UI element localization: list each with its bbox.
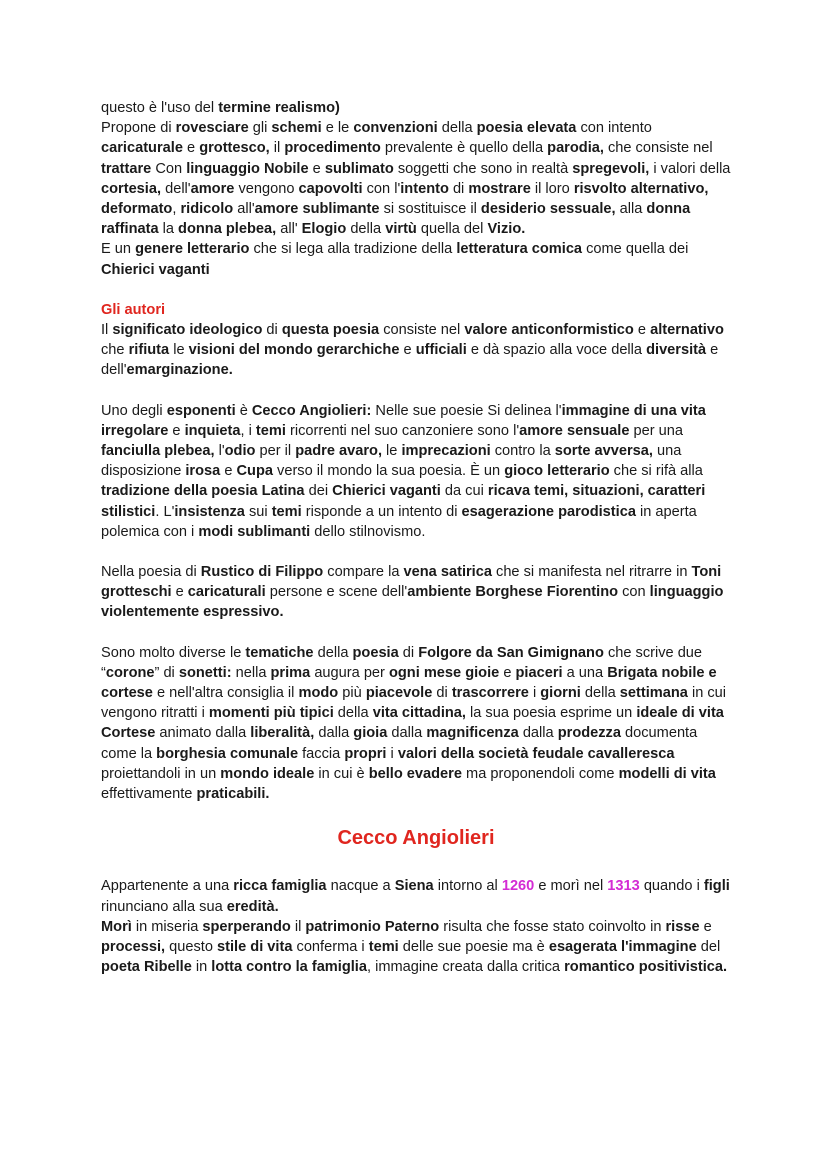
- bold-term: praticabili.: [196, 786, 270, 803]
- bold-term: vena satirica: [403, 564, 492, 581]
- bold-term: Elogio: [301, 221, 347, 238]
- bold-term: letteratura comica: [456, 241, 583, 258]
- text-run: e: [399, 342, 416, 359]
- text-run: Propone di: [101, 120, 176, 137]
- text-run: e: [699, 918, 712, 935]
- bold-term: schemi: [271, 120, 322, 137]
- bold-term: corone: [105, 664, 155, 681]
- bold-term: poesia elevata: [476, 120, 577, 137]
- bold-term: tematiche: [245, 644, 314, 661]
- text-run: intorno al: [433, 878, 502, 895]
- text-run: conferma i: [292, 938, 369, 955]
- bold-term: immagine di una vita irregolare: [101, 402, 706, 439]
- text-run: in cui vengono ritratti i: [101, 685, 727, 722]
- text-run: è: [235, 402, 252, 419]
- bold-term: modo: [298, 685, 339, 702]
- text-run: dei: [304, 483, 333, 500]
- text-run: vengono: [234, 180, 299, 197]
- bold-term: diversità: [646, 342, 707, 359]
- bold-term: magnificenza: [426, 725, 519, 742]
- text-run: all': [276, 221, 302, 238]
- text-run: l': [214, 443, 225, 460]
- paragraph-autori: [101, 320, 731, 381]
- bold-term: risvolto alternativo, deformato: [101, 180, 709, 218]
- text-run: il: [269, 140, 285, 157]
- bold-term: mondo ideale: [220, 765, 315, 782]
- bold-term: caricaturali: [187, 584, 266, 601]
- bold-term: ricca famiglia: [233, 878, 327, 895]
- text-run: le: [382, 443, 402, 460]
- text-run: e: [182, 140, 200, 157]
- text-run: dalla: [518, 725, 558, 742]
- text-run: che consiste nel: [603, 140, 713, 157]
- bold-term: grottesco,: [199, 140, 270, 157]
- bold-term: lotta contro la famiglia: [211, 959, 367, 976]
- bold-term: settimana: [619, 685, 688, 702]
- text-run: gli: [248, 120, 272, 137]
- bold-term: eredità.: [226, 898, 279, 915]
- text-run: più: [338, 685, 366, 702]
- bold-term: modi sublimanti: [198, 523, 311, 540]
- text-run: dalla: [387, 725, 427, 742]
- paragraph-rustico: [101, 562, 731, 623]
- text-run: faccia: [298, 745, 345, 762]
- text-run: prevalente è quello della: [380, 140, 548, 157]
- bold-term: cortesia,: [101, 180, 162, 197]
- heading-gli-autori: Gli autori: [101, 301, 166, 318]
- text-run: Uno degli: [101, 402, 167, 419]
- bold-term: ogni mese gioie: [388, 664, 500, 681]
- bold-term: Folgore da San Gimignano: [418, 644, 604, 661]
- bold-term: valore anticonformistico: [464, 322, 634, 339]
- text-run: ma proponendoli come: [461, 765, 619, 782]
- text-run: , i: [240, 422, 256, 439]
- text-run: le: [169, 342, 189, 359]
- text-run: augura per: [310, 664, 389, 681]
- text-run: alla: [615, 201, 647, 218]
- bold-term: sonetti:: [178, 664, 232, 681]
- text-run: della: [346, 221, 386, 238]
- text-run: che si manifesta nel ritrarre in: [491, 564, 692, 581]
- section-title-cecco-angiolieri: Cecco Angiolieri: [337, 827, 495, 850]
- text-run: la: [158, 221, 179, 238]
- bold-term: capovolti: [298, 180, 363, 197]
- bold-term: caricaturale: [101, 140, 183, 157]
- bold-term: linguaggio Nobile: [186, 160, 309, 177]
- bold-term: ideale di vita Cortese: [101, 705, 724, 742]
- text-run: in: [191, 959, 212, 976]
- bold-term: ambiente Borghese Fiorentino: [407, 584, 619, 601]
- bold-term: prodezza: [557, 725, 621, 742]
- text-run: soggetti che sono in realtà: [393, 160, 573, 177]
- text-run: Nelle sue poesie Si delinea l': [371, 402, 562, 419]
- text-run: rinunciano alla sua: [101, 898, 227, 915]
- bold-term: gioco letterario: [504, 463, 610, 480]
- text-run: delle sue poesie ma è: [398, 938, 549, 955]
- bold-term: Chierici vaganti: [332, 483, 441, 500]
- text-run: dell': [161, 180, 191, 197]
- text-run: ricorrenti nel suo canzoniere sono l': [285, 422, 520, 439]
- bold-term: Cecco Angiolieri:: [251, 402, 372, 419]
- bold-term: Chierici vaganti: [101, 261, 210, 278]
- year-highlight: 1313: [607, 878, 640, 895]
- text-run: che scrive due “: [101, 644, 703, 681]
- bold-term: termine realismo): [218, 100, 340, 116]
- bold-term: prima: [270, 664, 311, 681]
- text-run: Con: [151, 160, 187, 177]
- bold-term: linguaggio violentemente espressivo.: [101, 584, 724, 621]
- text-run: una disposizione: [101, 443, 682, 480]
- text-run: ” di: [154, 664, 179, 681]
- bold-term: irosa: [185, 463, 221, 480]
- text-run: animato dalla: [155, 725, 251, 742]
- text-run: per una: [629, 422, 683, 439]
- bold-term: Rustico di Filippo: [200, 564, 324, 581]
- bold-term: amore sublimante: [254, 201, 380, 218]
- text-run: i valori della: [649, 160, 731, 177]
- bold-term: giorni: [540, 685, 581, 702]
- text-run: documenta come la: [101, 725, 698, 762]
- bold-term: temi: [255, 422, 286, 439]
- bold-term: questa poesia: [281, 322, 380, 339]
- bold-term: Morì: [101, 918, 132, 935]
- bold-term: emarginazione.: [126, 362, 233, 379]
- text-run: consiste nel: [379, 322, 465, 339]
- bold-term: convenzioni: [353, 120, 438, 137]
- text-run: effettivamente: [101, 786, 197, 803]
- bold-term: Cupa: [236, 463, 273, 480]
- text-run: a una: [562, 664, 608, 681]
- bold-term: intento: [400, 180, 449, 197]
- text-run: e: [499, 664, 516, 681]
- bold-term: modelli di vita: [618, 765, 716, 782]
- text-run: Appartenente a una: [101, 878, 234, 895]
- text-run: risponde a un intento di: [301, 503, 462, 520]
- text-run: e morì nel: [534, 878, 608, 895]
- bold-term: significato ideologico: [112, 322, 263, 339]
- bold-term: desiderio sessuale,: [480, 201, 616, 218]
- bold-term: piacevole: [365, 685, 433, 702]
- spacer: [101, 542, 731, 562]
- text-run: questo è l'uso del: [101, 100, 219, 116]
- bold-term: donna raffinata: [101, 201, 691, 238]
- bold-term: borghesia comunale: [156, 745, 299, 762]
- text-run: , immagine creata dalla critica: [366, 959, 565, 976]
- text-run: di: [432, 685, 452, 702]
- text-run: che si lega alla tradizione della: [249, 241, 457, 258]
- text-run: e: [633, 322, 651, 339]
- bold-term: alternativo: [650, 322, 724, 339]
- text-run: e le: [321, 120, 354, 137]
- text-run: E un: [101, 241, 136, 258]
- bold-term: propri: [344, 745, 387, 762]
- bold-term: inquieta: [184, 422, 241, 439]
- bold-term: amore: [190, 180, 235, 197]
- paragraph-cecco-esponente: [101, 401, 731, 542]
- text-run: e: [171, 584, 188, 601]
- text-run: persone e scene dell': [265, 584, 408, 601]
- bold-term: figli: [703, 878, 730, 895]
- bold-term: genere letterario: [135, 241, 250, 258]
- text-run: che: [101, 342, 129, 359]
- text-run: quando i: [639, 878, 704, 895]
- text-run: per il: [255, 443, 296, 460]
- text-run: questo: [165, 938, 218, 955]
- text-run: si sostituisce il: [379, 201, 481, 218]
- text-run: sui: [244, 503, 272, 520]
- text-run: proiettandoli in un: [101, 765, 221, 782]
- text-run: quella del: [416, 221, 488, 238]
- bold-term: ridicolo: [180, 201, 234, 218]
- text-run: all': [233, 201, 255, 218]
- text-run: i: [528, 685, 541, 702]
- text-run: e: [220, 463, 237, 480]
- bold-term: liberalità,: [250, 725, 315, 742]
- spacer: [101, 280, 731, 300]
- text-run: dello stilnovismo.: [310, 523, 426, 540]
- text-run: e dell': [101, 342, 719, 379]
- bold-term: Siena: [394, 878, 434, 895]
- text-run: con: [618, 584, 650, 601]
- bold-term: esponenti: [166, 402, 236, 419]
- bold-term: amore sensuale: [519, 422, 630, 439]
- text-run: compare la: [323, 564, 404, 581]
- text-run: della: [333, 705, 373, 722]
- paragraph-biografia: [101, 876, 731, 977]
- bold-term: imprecazioni: [401, 443, 491, 460]
- text-run: e: [168, 422, 185, 439]
- bold-term: bello evadere: [368, 765, 462, 782]
- bold-term: poeta Ribelle: [101, 959, 192, 976]
- bold-term: visioni del mondo gerarchiche: [188, 342, 400, 359]
- bold-term: esagerazione parodistica: [461, 503, 636, 520]
- text-run: di: [448, 180, 469, 197]
- bold-term: patrimonio Paterno: [305, 918, 440, 935]
- text-run: in aperta polemica con i: [101, 503, 697, 540]
- text-run: e dà spazio alla voce della: [466, 342, 647, 359]
- text-run: Nella poesia di: [101, 564, 201, 581]
- bold-term: sorte avversa,: [554, 443, 653, 460]
- text-run: da cui: [440, 483, 488, 500]
- bold-term: processi,: [101, 938, 166, 955]
- text-run: la sua poesia esprime un: [465, 705, 637, 722]
- text-run: come quella dei: [582, 241, 689, 258]
- text-run: in cui è: [314, 765, 369, 782]
- document-body: [101, 98, 731, 977]
- bold-term: romantico positivistica.: [564, 959, 728, 976]
- text-run: e nell'altra consiglia il: [152, 685, 299, 702]
- bold-term: gioia: [353, 725, 388, 742]
- text-run: dalla: [314, 725, 354, 742]
- bold-term: parodia,: [547, 140, 604, 157]
- text-run: di: [398, 644, 419, 661]
- bold-term: sublimato: [324, 160, 394, 177]
- bold-term: temi: [368, 938, 399, 955]
- year-highlight: 1260: [501, 878, 535, 895]
- spacer: [101, 623, 731, 643]
- bold-term: Toni grotteschi: [101, 564, 722, 601]
- bold-term: virtù: [385, 221, 417, 238]
- bold-term: esagerata l'immagine: [548, 938, 697, 955]
- bold-term: ufficiali: [415, 342, 467, 359]
- bold-term: trascorrere: [451, 685, 529, 702]
- text-run: con intento: [576, 120, 652, 137]
- bold-term: risse: [665, 918, 700, 935]
- text-run: con l': [362, 180, 401, 197]
- bold-term: rovesciare: [175, 120, 249, 137]
- bold-term: temi: [271, 503, 302, 520]
- text-run: . L': [155, 503, 175, 520]
- bold-term: vita cittadina,: [372, 705, 466, 722]
- paragraph-folgore: [101, 643, 731, 805]
- bold-term: tradizione della poesia Latina: [101, 483, 305, 500]
- bold-term: piaceri: [515, 664, 563, 681]
- text-run: della: [437, 120, 477, 137]
- bold-term: donna plebea,: [178, 221, 277, 238]
- paragraph-realismo: [101, 98, 731, 280]
- bold-term: odio: [224, 443, 256, 460]
- bold-term: spregevoli,: [572, 160, 650, 177]
- text-run: e: [308, 160, 325, 177]
- text-run: contro la: [490, 443, 555, 460]
- text-run: il: [290, 918, 306, 935]
- text-run: Sono molto diverse le: [101, 644, 246, 661]
- bold-term: ricava temi, situazioni, caratteri stilistici: [101, 483, 706, 520]
- bold-term: Brigata nobile e cortese: [101, 664, 717, 702]
- text-run: che si rifà alla: [609, 463, 703, 480]
- text-run: il loro: [530, 180, 574, 197]
- bold-term: mostrare: [468, 180, 531, 197]
- bold-term: trattare: [101, 160, 152, 177]
- bold-term: stile di vita: [217, 938, 293, 955]
- bold-term: fanciulla plebea,: [101, 443, 215, 460]
- text-run: Il: [101, 322, 113, 339]
- bold-term: poesia: [352, 644, 399, 661]
- text-run: nacque a: [326, 878, 395, 895]
- text-run: nella: [231, 664, 271, 681]
- text-run: verso il mondo la sua poesia. È un: [272, 463, 505, 480]
- text-run: i: [386, 745, 398, 762]
- text-run: della: [313, 644, 353, 661]
- bold-term: rifiuta: [128, 342, 170, 359]
- bold-term: Vizio.: [487, 221, 526, 238]
- bold-term: padre avaro,: [295, 443, 382, 460]
- bold-term: sperperando: [202, 918, 291, 935]
- text-run: di: [262, 322, 282, 339]
- bold-term: insistenza: [174, 503, 245, 520]
- text-run: della: [580, 685, 620, 702]
- text-run: del: [696, 938, 721, 955]
- text-run: in miseria: [131, 918, 203, 935]
- bold-term: procedimento: [284, 140, 381, 157]
- spacer: [101, 381, 731, 401]
- text-run: ,: [172, 201, 181, 218]
- text-run: risulta che fosse stato coinvolto in: [439, 918, 666, 935]
- bold-term: momenti più tipici: [208, 705, 334, 722]
- bold-term: valori della società feudale cavalleresca: [397, 745, 675, 762]
